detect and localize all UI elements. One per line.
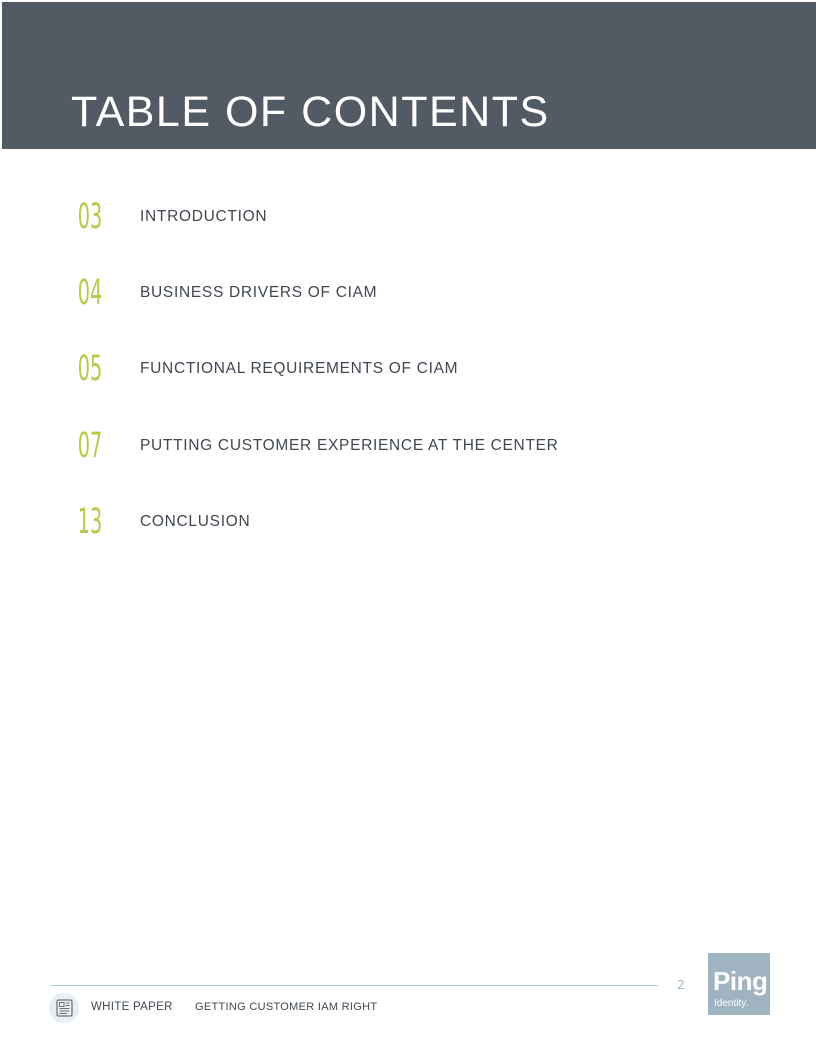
document-icon bbox=[49, 993, 79, 1023]
toc-entry[interactable] bbox=[70, 197, 670, 237]
logo-subtext: Identity. bbox=[714, 998, 749, 1009]
toc-entry[interactable] bbox=[70, 273, 670, 313]
toc-page-number: 07 bbox=[77, 426, 103, 466]
toc-entry[interactable] bbox=[70, 502, 670, 542]
toc-page-number: 03 bbox=[77, 197, 103, 237]
footer-doc-type: WHITE PAPER bbox=[91, 1001, 173, 1013]
toc-entry-title[interactable]: BUSINESS DRIVERS OF CIAM bbox=[140, 284, 378, 301]
logo-wordmark: Ping bbox=[713, 966, 768, 996]
toc-entry-title[interactable]: INTRODUCTION bbox=[140, 208, 268, 225]
toc-entry[interactable] bbox=[70, 426, 670, 466]
toc-entry[interactable] bbox=[70, 349, 670, 389]
toc-page-number: 05 bbox=[77, 349, 103, 389]
toc-page-number: 13 bbox=[77, 502, 103, 542]
footer-doc-title: GETTING CUSTOMER IAM RIGHT bbox=[195, 1001, 378, 1013]
toc-entry-title[interactable]: CONCLUSION bbox=[140, 513, 251, 530]
page-title: TABLE OF CONTENTS bbox=[71, 88, 550, 136]
page-number: 2 bbox=[677, 978, 685, 992]
toc-entry-title[interactable]: FUNCTIONAL REQUIREMENTS OF CIAM bbox=[140, 360, 459, 377]
toc-entry-title[interactable]: PUTTING CUSTOMER EXPERIENCE AT THE CENTER bbox=[140, 437, 559, 454]
footer-divider bbox=[50, 985, 658, 986]
ping-identity-logo bbox=[708, 953, 770, 1015]
toc-page-number: 04 bbox=[77, 273, 103, 313]
